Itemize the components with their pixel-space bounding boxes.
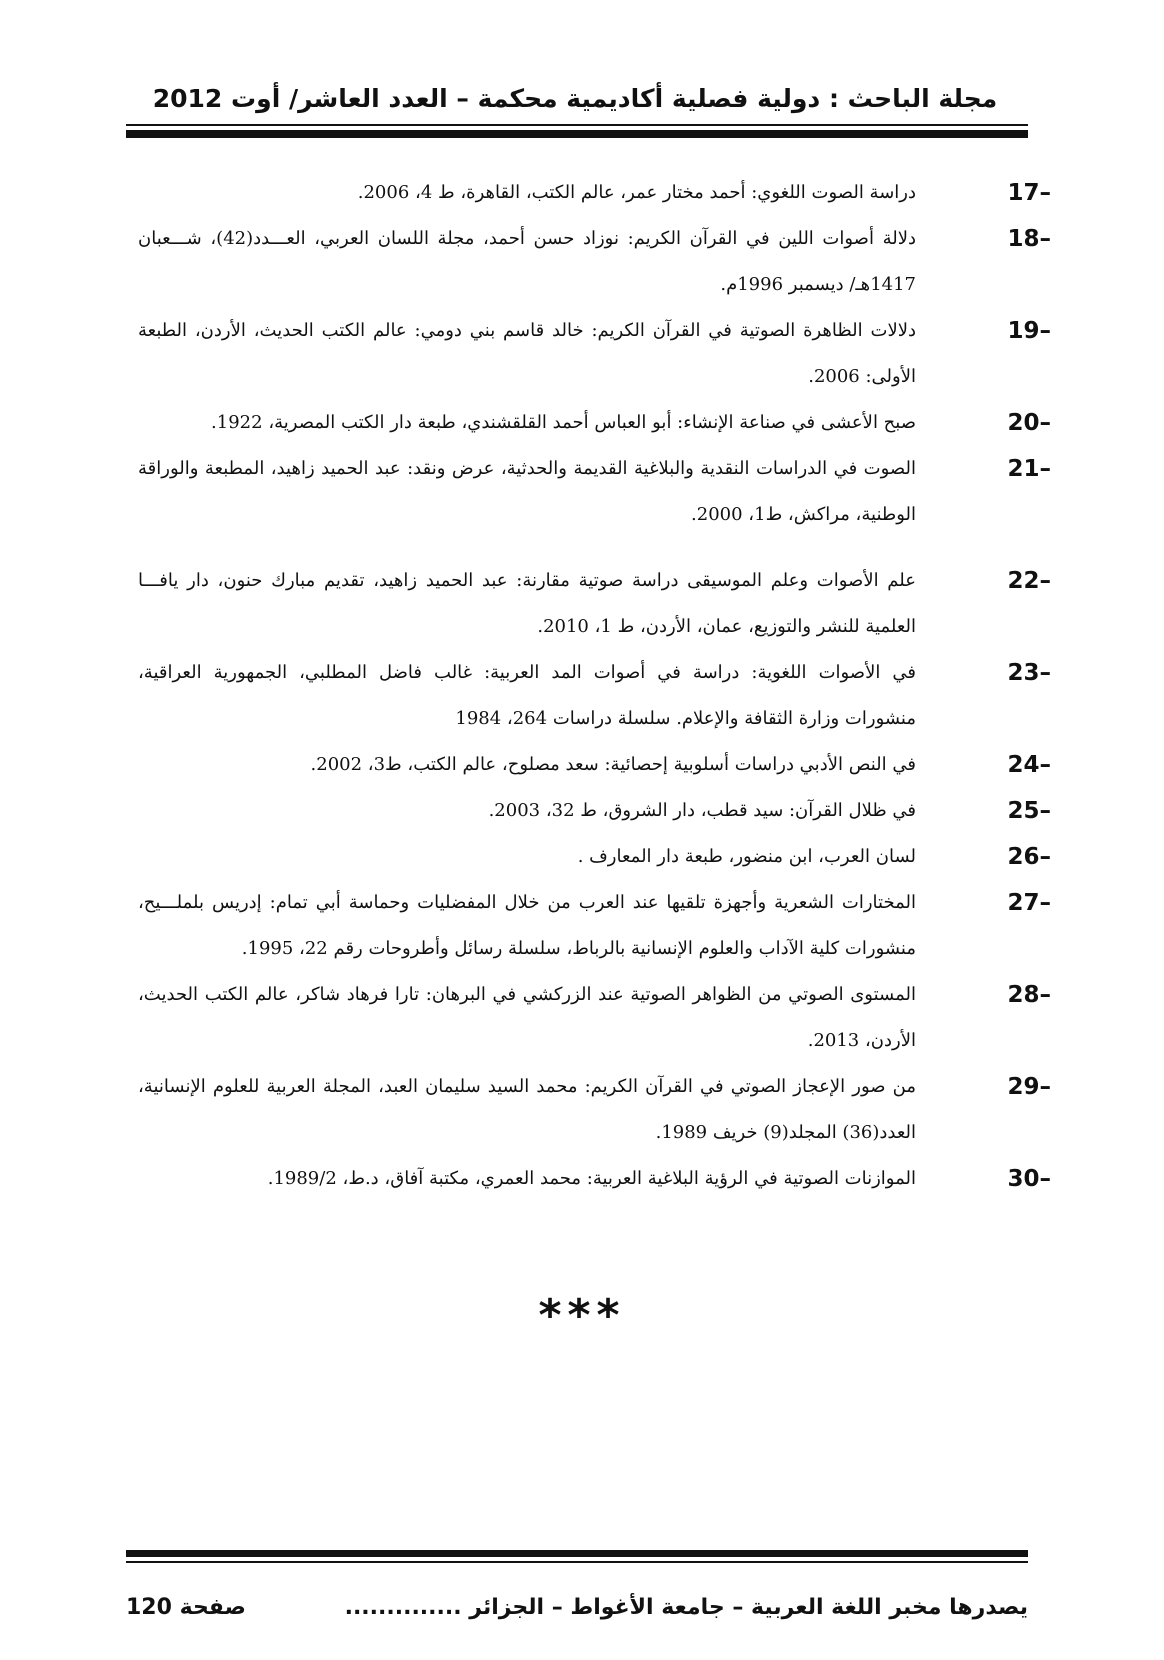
reference-item	[138, 650, 1051, 742]
reference-text: صبح الأعشى في صناعة الإنشاء: أبو العباس أحمد القلقشندي، طبعة دار الكتب المصرية، 1922.	[211, 412, 916, 433]
footer-publisher: يصدرها مخبر اللغة العربية – جامعة الأغواط – الجزائر ..............	[344, 1595, 1028, 1620]
reference-number: 30–	[1007, 1166, 1051, 1192]
reference-text: المختارات الشعرية وأجهزة تلقيها عند العرب من خلال المفضليات وحماسة أبي تمام: إدريس بلملـــيح، منشورات كلية الآداب والعلوم الإنسانية بالرباط، سلسلة رسائل وأطروحات رقم 22، 1995.	[138, 892, 916, 959]
reference-text: لسان العرب، ابن منضور، طبعة دار المعارف .	[577, 846, 916, 867]
header-rule-thick	[126, 130, 1028, 138]
page-number: صفحة 120	[126, 1595, 246, 1620]
reference-number: 28–	[1007, 982, 1051, 1008]
reference-item	[138, 1064, 1051, 1156]
reference-number: 21–	[1007, 456, 1051, 482]
reference-item	[138, 308, 1051, 400]
page-footer	[126, 1588, 1028, 1628]
reference-text: دراسة الصوت اللغوي: أحمد مختار عمر، عالم الكتب، القاهرة، ط 4، 2006.	[357, 182, 916, 203]
footer-rule-thin	[126, 1561, 1028, 1563]
section-separator: ***	[538, 1290, 626, 1341]
footer-rule-thick	[126, 1550, 1028, 1557]
reference-number: 23–	[1007, 660, 1051, 686]
reference-number: 22–	[1007, 568, 1051, 594]
header-rule-thin	[126, 124, 1028, 126]
reference-item	[138, 558, 1051, 650]
reference-number: 25–	[1007, 798, 1051, 824]
reference-item	[138, 788, 1051, 834]
reference-number: 27–	[1007, 890, 1051, 916]
reference-text: دلالة أصوات اللين في القرآن الكريم: نوزاد حسن أحمد، مجلة اللسان العربي، العـــدد(42)، شـــعبان 1417هـ/ ديسمبر 1996م.	[138, 228, 916, 295]
reference-number: 19–	[1007, 318, 1051, 344]
reference-item	[138, 880, 1051, 972]
reference-number: 18–	[1007, 226, 1051, 252]
reference-text: في ظلال القرآن: سيد قطب، دار الشروق، ط 32، 2003.	[488, 800, 916, 821]
reference-item	[138, 972, 1051, 1064]
reference-item	[138, 742, 1051, 788]
reference-text: في الأصوات اللغوية: دراسة في أصوات المد العربية: غالب فاضل المطلبي، الجمهورية العراقية، منشورات وزارة الثقافة والإعلام. سلسلة دراسات 264، 1984	[138, 662, 916, 729]
reference-item	[138, 446, 1051, 538]
reference-text: الصوت في الدراسات النقدية والبلاغية القديمة والحدثية، عرض ونقد: عبد الحميد زاهيد، المطبعة والوراقة الوطنية، مراكش، ط1، 2000.	[138, 458, 916, 525]
reference-text: من صور الإعجاز الصوتي في القرآن الكريم: محمد السيد سليمان العبد، المجلة العربية للعلوم الإنسانية، العدد(36) المجلد(9) خريف 1989.	[138, 1076, 916, 1143]
reference-text: المستوى الصوتي من الظواهر الصوتية عند الزركشي في البرهان: تارا فرهاد شاكر، عالم الكتب الحديث، الأردن، 2013.	[138, 984, 916, 1051]
reference-number: 24–	[1007, 752, 1051, 778]
reference-item	[138, 834, 1051, 880]
journal-header: مجلة الباحث : دولية فصلية أكاديمية محكمة – العدد العاشر/ أوت 2012	[152, 84, 998, 113]
reference-item	[138, 400, 1051, 446]
reference-item	[138, 1156, 1051, 1202]
reference-text: الموازنات الصوتية في الرؤية البلاغية العربية: محمد العمري، مكتبة آفاق، د.ط، 1989/2.	[267, 1168, 916, 1189]
reference-text: دلالات الظاهرة الصوتية في القرآن الكريم: خالد قاسم بني دومي: عالم الكتب الحديث، الأردن، الطبعة الأولى: 2006.	[138, 320, 916, 387]
reference-text: في النص الأدبي دراسات أسلوبية إحصائية: سعد مصلوح، عالم الكتب، ط3، 2002.	[310, 754, 916, 775]
reference-number: 26–	[1007, 844, 1051, 870]
reference-item	[138, 170, 1051, 216]
reference-number: 17–	[1007, 180, 1051, 206]
reference-item	[138, 216, 1051, 308]
reference-number: 20–	[1007, 410, 1051, 436]
reference-number: 29–	[1007, 1074, 1051, 1100]
reference-text: علم الأصوات وعلم الموسيقى دراسة صوتية مقارنة: عبد الحميد زاهيد، تقديم مبارك حنون، دار يافـــا العلمية للنشر والتوزيع، عمان، الأردن، ط 1، 2010.	[138, 570, 916, 637]
reference-list	[138, 170, 1051, 1202]
